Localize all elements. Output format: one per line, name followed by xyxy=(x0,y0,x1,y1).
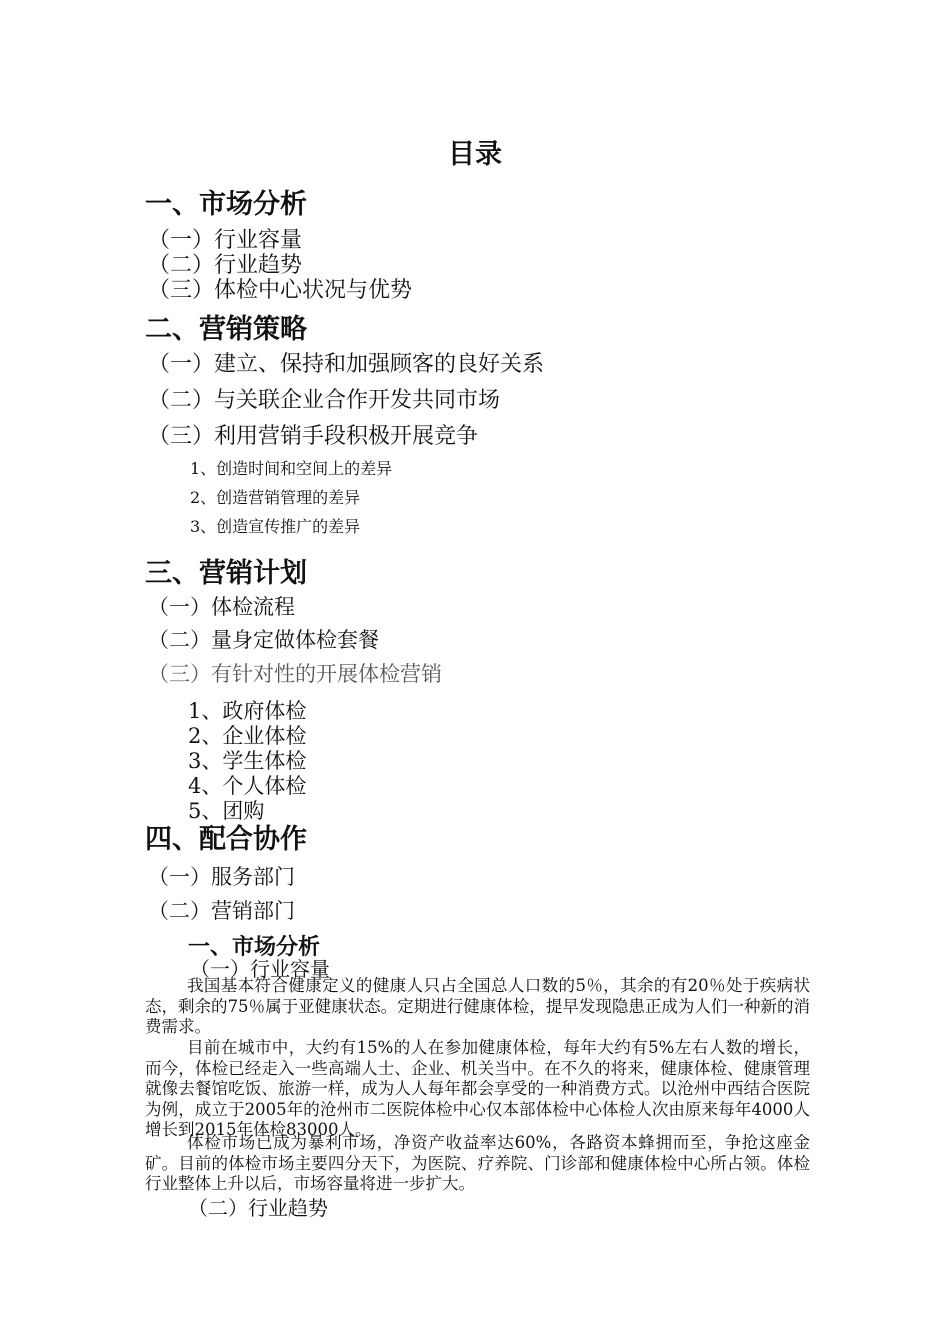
toc-heading-3: 三、营销计划 xyxy=(145,558,307,589)
toc-item: （一）体检流程 xyxy=(148,595,295,619)
toc-subitem: 2、创造营销管理的差异 xyxy=(190,488,361,507)
toc-item: （二）营销部门 xyxy=(148,899,295,923)
toc-heading-2: 二、营销策略 xyxy=(145,314,307,345)
toc-item: （三）体检中心状况与优势 xyxy=(148,278,413,303)
toc-item: （一）行业容量 xyxy=(148,228,303,253)
toc-title: 目录 xyxy=(448,139,502,170)
toc-subitem: 4、个人体检 xyxy=(188,774,307,798)
toc-item: （三）利用营销手段积极开展竞争 xyxy=(148,424,479,449)
toc-subitem: 1、创造时间和空间上的差异 xyxy=(190,459,393,478)
body-heading: 一、市场分析 xyxy=(188,934,321,960)
toc-item: （二）与关联企业合作开发共同市场 xyxy=(148,388,501,413)
toc-subitem: 2、企业体检 xyxy=(188,724,307,748)
toc-heading-4: 四、配合协作 xyxy=(145,824,307,855)
toc-item: （一）建立、保持和加强顾客的良好关系 xyxy=(148,352,545,377)
toc-item: （二）行业趋势 xyxy=(148,253,303,278)
toc-subitem: 5、团购 xyxy=(188,799,265,823)
body-paragraph: 我国基本符合健康定义的健康人只占全国总人口数的5％，其余的有20％处于疾病状态，剩余的75％属于亚健康状态。定期进行健康体检，提早发现隐患正成为人们一种新的消费需求。 xyxy=(145,976,810,1037)
body-paragraph: 目前在城市中，大约有15%的人在参加健康体检，每年大约有5%左右人数的增长，而今，体检已经走入一些高端人士、企业、机关当中。在不久的将来，健康体检、健康管理就像去餐馆吃饭、旅游一样，成为人人每年都会享受的一种消费方式。以沧州中西结合医院为例，成立于2005年的沧州市二医院体检中心仅本部体检中心体检人次由原来每年4000人增长到2015年体检83000人。 xyxy=(145,1038,810,1140)
toc-item: （二）量身定做体检套餐 xyxy=(148,628,379,652)
toc-heading-1: 一、市场分析 xyxy=(145,189,307,220)
body-subheading: （二）行业趋势 xyxy=(188,1196,328,1220)
toc-item: （三）有针对性的开展体检营销 xyxy=(148,662,442,686)
body-paragraph: 体检市场已成为暴利市场，净资产收益率达60%，各路资本蜂拥而至，争抢这座金矿。目前的体检市场主要四分天下，为医院、疗养院、门诊部和健康体检中心所占领。体检行业整体上升以后，市场容量将进一步扩大。 xyxy=(145,1133,810,1194)
toc-item: （一）服务部门 xyxy=(148,865,295,889)
toc-subitem: 1、政府体检 xyxy=(188,699,307,723)
toc-subitem: 3、学生体检 xyxy=(188,749,307,773)
toc-subitem: 3、创造宣传推广的差异 xyxy=(190,517,361,536)
body-subheading: （一）行业容量 xyxy=(190,957,330,981)
